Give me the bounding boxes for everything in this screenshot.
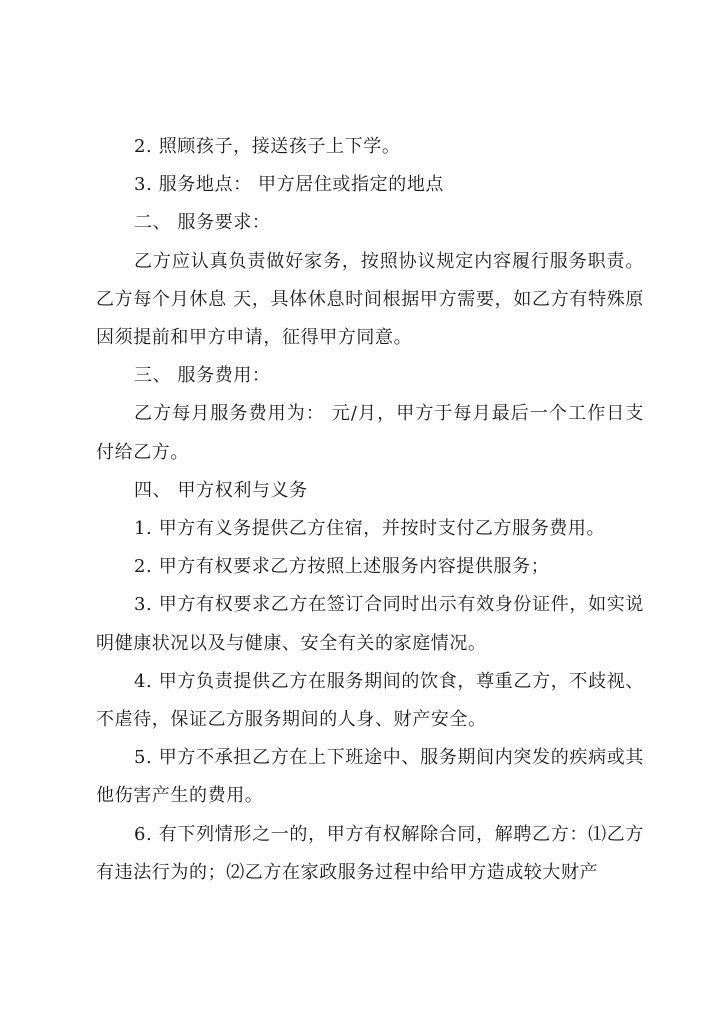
heading-service-fees: 三、 服务费用： [134, 365, 271, 387]
paragraph-care-children: 2. 照顾孩子，接送孩子上下学。 [134, 136, 401, 157]
paragraph-service-location: 3. 服务地点： 甲方居住或指定的地点 [134, 174, 445, 196]
paragraph-right-1: 1. 甲方有义务提供乙方住宿，并按时支付乙方服务费用。 [134, 518, 606, 540]
contract-text [96, 128, 644, 892]
paragraph-right-6: 6. 有下列情形之一的，甲方有权解除合同，解聘乙方：⑴乙方有违法行为的；⑵乙方在家政服务过程中给甲方造成较大财产 [96, 823, 644, 883]
paragraph-service-requirements: 乙方应认真负责做好家务，按照协议规定内容履行服务职责。乙方每个月休息 天，具体休息时间根据甲方需要，如乙方有特殊原因须提前和甲方申请，征得甲方同意。 [96, 250, 644, 349]
paragraph-right-4: 4. 甲方负责提供乙方在服务期间的饮食，尊重乙方，不歧视、不虐待，保证乙方服务期间的人身、财产安全。 [96, 670, 644, 731]
paragraph-right-5: 5. 甲方不承担乙方在上下班途中、服务期间内突发的疾病或其他伤害产生的费用。 [96, 747, 644, 807]
heading-service-requirements: 二、 服务要求： [134, 212, 271, 234]
paragraph-right-3: 3. 甲方有权要求乙方在签订合同时出示有效身份证件，如实说明健康状况以及与健康、安全有关的家庭情况。 [96, 594, 644, 654]
heading-party-a-rights: 四、 甲方权利与义务 [134, 479, 308, 501]
paragraph-right-2: 2. 甲方有权要求乙方按照上述服务内容提供服务； [134, 556, 550, 578]
paragraph-service-fees: 乙方每月服务费用为： 元/月，甲方于每月最后一个工作日支付给乙方。 [96, 403, 644, 463]
